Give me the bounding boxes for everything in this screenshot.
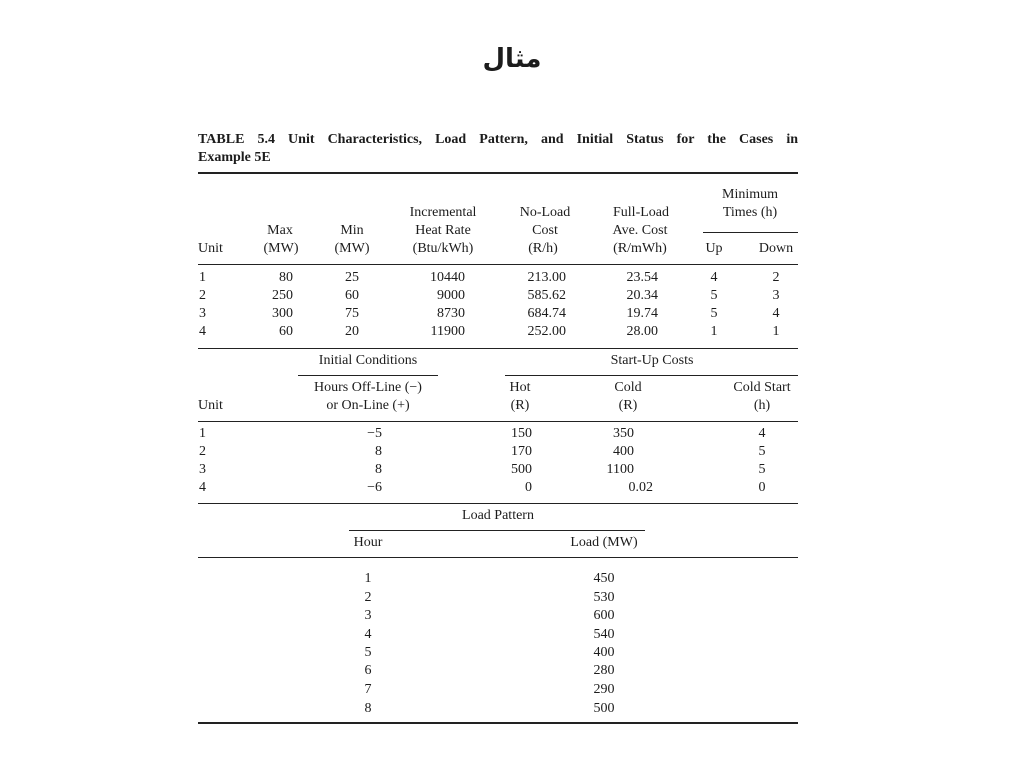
cell-no-load: 585.62: [527, 288, 566, 303]
cell-unit: 2: [199, 288, 206, 303]
load-header: Load (MW): [570, 535, 638, 550]
cell-hour: 2: [364, 590, 372, 605]
cell-full-load: 23.54: [626, 270, 658, 285]
cell-full-load: 20.34: [626, 288, 658, 303]
cell-hours: 8: [375, 462, 382, 477]
cell-max: 300: [272, 306, 293, 321]
cold-start-header-line2: (h): [753, 398, 771, 413]
cell-unit: 4: [199, 324, 206, 339]
cell-load: 290: [593, 682, 615, 697]
cell-unit: 1: [199, 270, 206, 285]
hot-header-line2: (Ɍ): [510, 398, 530, 413]
cell-load: 600: [593, 608, 615, 623]
cell-min: 20: [345, 324, 359, 339]
down-header: Down: [758, 241, 794, 256]
cell-down: 1: [772, 324, 780, 339]
cell-no-load: 252.00: [527, 324, 566, 339]
cell-hot: 170: [511, 444, 532, 459]
no-load-header-line2: Cost: [532, 223, 558, 238]
divider-section-2: [198, 348, 798, 349]
divider-top: [198, 172, 798, 174]
full-load-header-line1: Full-Load: [613, 205, 669, 220]
divider-bottom: [198, 722, 798, 724]
cell-unit: 3: [199, 306, 206, 321]
cell-max: 60: [279, 324, 293, 339]
cell-cold-start: 0: [758, 480, 766, 495]
up-header: Up: [705, 241, 723, 256]
no-load-header-line1: No-Load: [519, 205, 571, 220]
hours-header-line1: Hours Off-Line (−): [314, 380, 422, 395]
cell-hour: 3: [364, 608, 372, 623]
cell-hours: −6: [367, 480, 382, 495]
hot-header-line1: Hot: [509, 380, 531, 395]
cell-hours: 8: [375, 444, 382, 459]
slide-title: مثال: [482, 44, 542, 74]
max-header-line2: (MW): [263, 241, 299, 256]
unit-header: Unit: [198, 241, 223, 256]
cell-load: 280: [593, 663, 615, 678]
cell-up: 1: [710, 324, 718, 339]
initial-conditions-title: Initial Conditions: [318, 353, 418, 368]
cold-header-line1: Cold: [614, 380, 642, 395]
cell-min: 75: [345, 306, 359, 321]
initial-conditions-underline: [298, 375, 438, 376]
caption-line-2: Example 5E: [198, 150, 271, 165]
min-header-line1: Min: [340, 223, 364, 238]
min-times-header-line1: Minimum: [721, 187, 779, 202]
cell-hour: 6: [364, 663, 372, 678]
min-times-header-line2: Times (h): [722, 205, 778, 220]
cell-cold-start: 5: [758, 462, 766, 477]
heat-rate-header-line2: Heat Rate: [415, 223, 471, 238]
divider-header-2: [198, 421, 798, 422]
cell-cold-start: 5: [758, 444, 766, 459]
cell-hour: 5: [364, 645, 372, 660]
cell-cold: 0.02: [628, 480, 653, 495]
cell-no-load: 684.74: [527, 306, 566, 321]
cold-header-line2: (Ɍ): [618, 398, 638, 413]
cell-down: 4: [772, 306, 780, 321]
cell-heat-rate: 9000: [437, 288, 465, 303]
cell-max: 250: [272, 288, 293, 303]
cell-unit: 4: [199, 480, 206, 495]
min-header-line2: (MW): [334, 241, 370, 256]
cell-down: 2: [772, 270, 780, 285]
min-times-underline: [703, 232, 798, 233]
startup-costs-title: Start-Up Costs: [610, 353, 694, 368]
load-pattern-title: Load Pattern: [462, 508, 534, 523]
cell-full-load: 28.00: [626, 324, 658, 339]
hours-header-line2: or On-Line (+): [326, 398, 410, 413]
cell-heat-rate: 11900: [430, 324, 465, 339]
cell-hour: 8: [364, 701, 372, 716]
cell-min: 60: [345, 288, 359, 303]
cell-cold-start: 4: [758, 426, 766, 441]
cell-full-load: 19.74: [626, 306, 658, 321]
hour-header: Hour: [353, 535, 383, 550]
cell-load: 530: [593, 590, 615, 605]
load-pattern-underline: [349, 530, 645, 531]
cell-load: 540: [593, 627, 615, 642]
cell-unit: 3: [199, 462, 206, 477]
cell-hour: 1: [364, 571, 372, 586]
cell-unit: 1: [199, 426, 206, 441]
full-load-header-line3: (Ɍ/mWh): [613, 241, 667, 256]
table-caption: [198, 131, 798, 167]
cell-hours: −5: [367, 426, 382, 441]
heat-rate-header-line3: (Btu/kWh): [412, 241, 474, 256]
cell-load: 400: [593, 645, 615, 660]
caption-line-1: TABLE 5.4 Unit Characteristics, Load Pattern, and Initial Status for the Cases in: [198, 132, 798, 147]
cell-hour: 4: [364, 627, 372, 642]
cell-load: 500: [593, 701, 615, 716]
no-load-header-line3: (Ɍ/h): [528, 241, 558, 256]
startup-costs-underline: [505, 375, 798, 376]
cell-hot: 150: [511, 426, 532, 441]
cell-no-load: 213.00: [527, 270, 566, 285]
divider-header-3: [198, 557, 798, 558]
divider-section-3: [198, 503, 798, 504]
max-header-line1: Max: [267, 223, 293, 238]
cell-hot: 500: [511, 462, 532, 477]
cell-up: 5: [710, 288, 718, 303]
cell-cold: 400: [613, 444, 634, 459]
full-load-header-line2: Ave. Cost: [612, 223, 668, 238]
cell-cold: 350: [613, 426, 634, 441]
cell-max: 80: [279, 270, 293, 285]
cold-start-header-line1: Cold Start: [733, 380, 791, 395]
cell-up: 5: [710, 306, 718, 321]
cell-heat-rate: 8730: [437, 306, 465, 321]
divider-header-1: [198, 264, 798, 265]
cell-up: 4: [710, 270, 718, 285]
cell-down: 3: [772, 288, 780, 303]
unit-header: Unit: [198, 398, 223, 413]
heat-rate-header-line1: Incremental: [409, 205, 477, 220]
cell-min: 25: [345, 270, 359, 285]
cell-cold: 1100: [606, 462, 634, 477]
cell-load: 450: [593, 571, 615, 586]
cell-hot: 0: [525, 480, 532, 495]
cell-unit: 2: [199, 444, 206, 459]
cell-hour: 7: [364, 682, 372, 697]
cell-heat-rate: 10440: [430, 270, 465, 285]
